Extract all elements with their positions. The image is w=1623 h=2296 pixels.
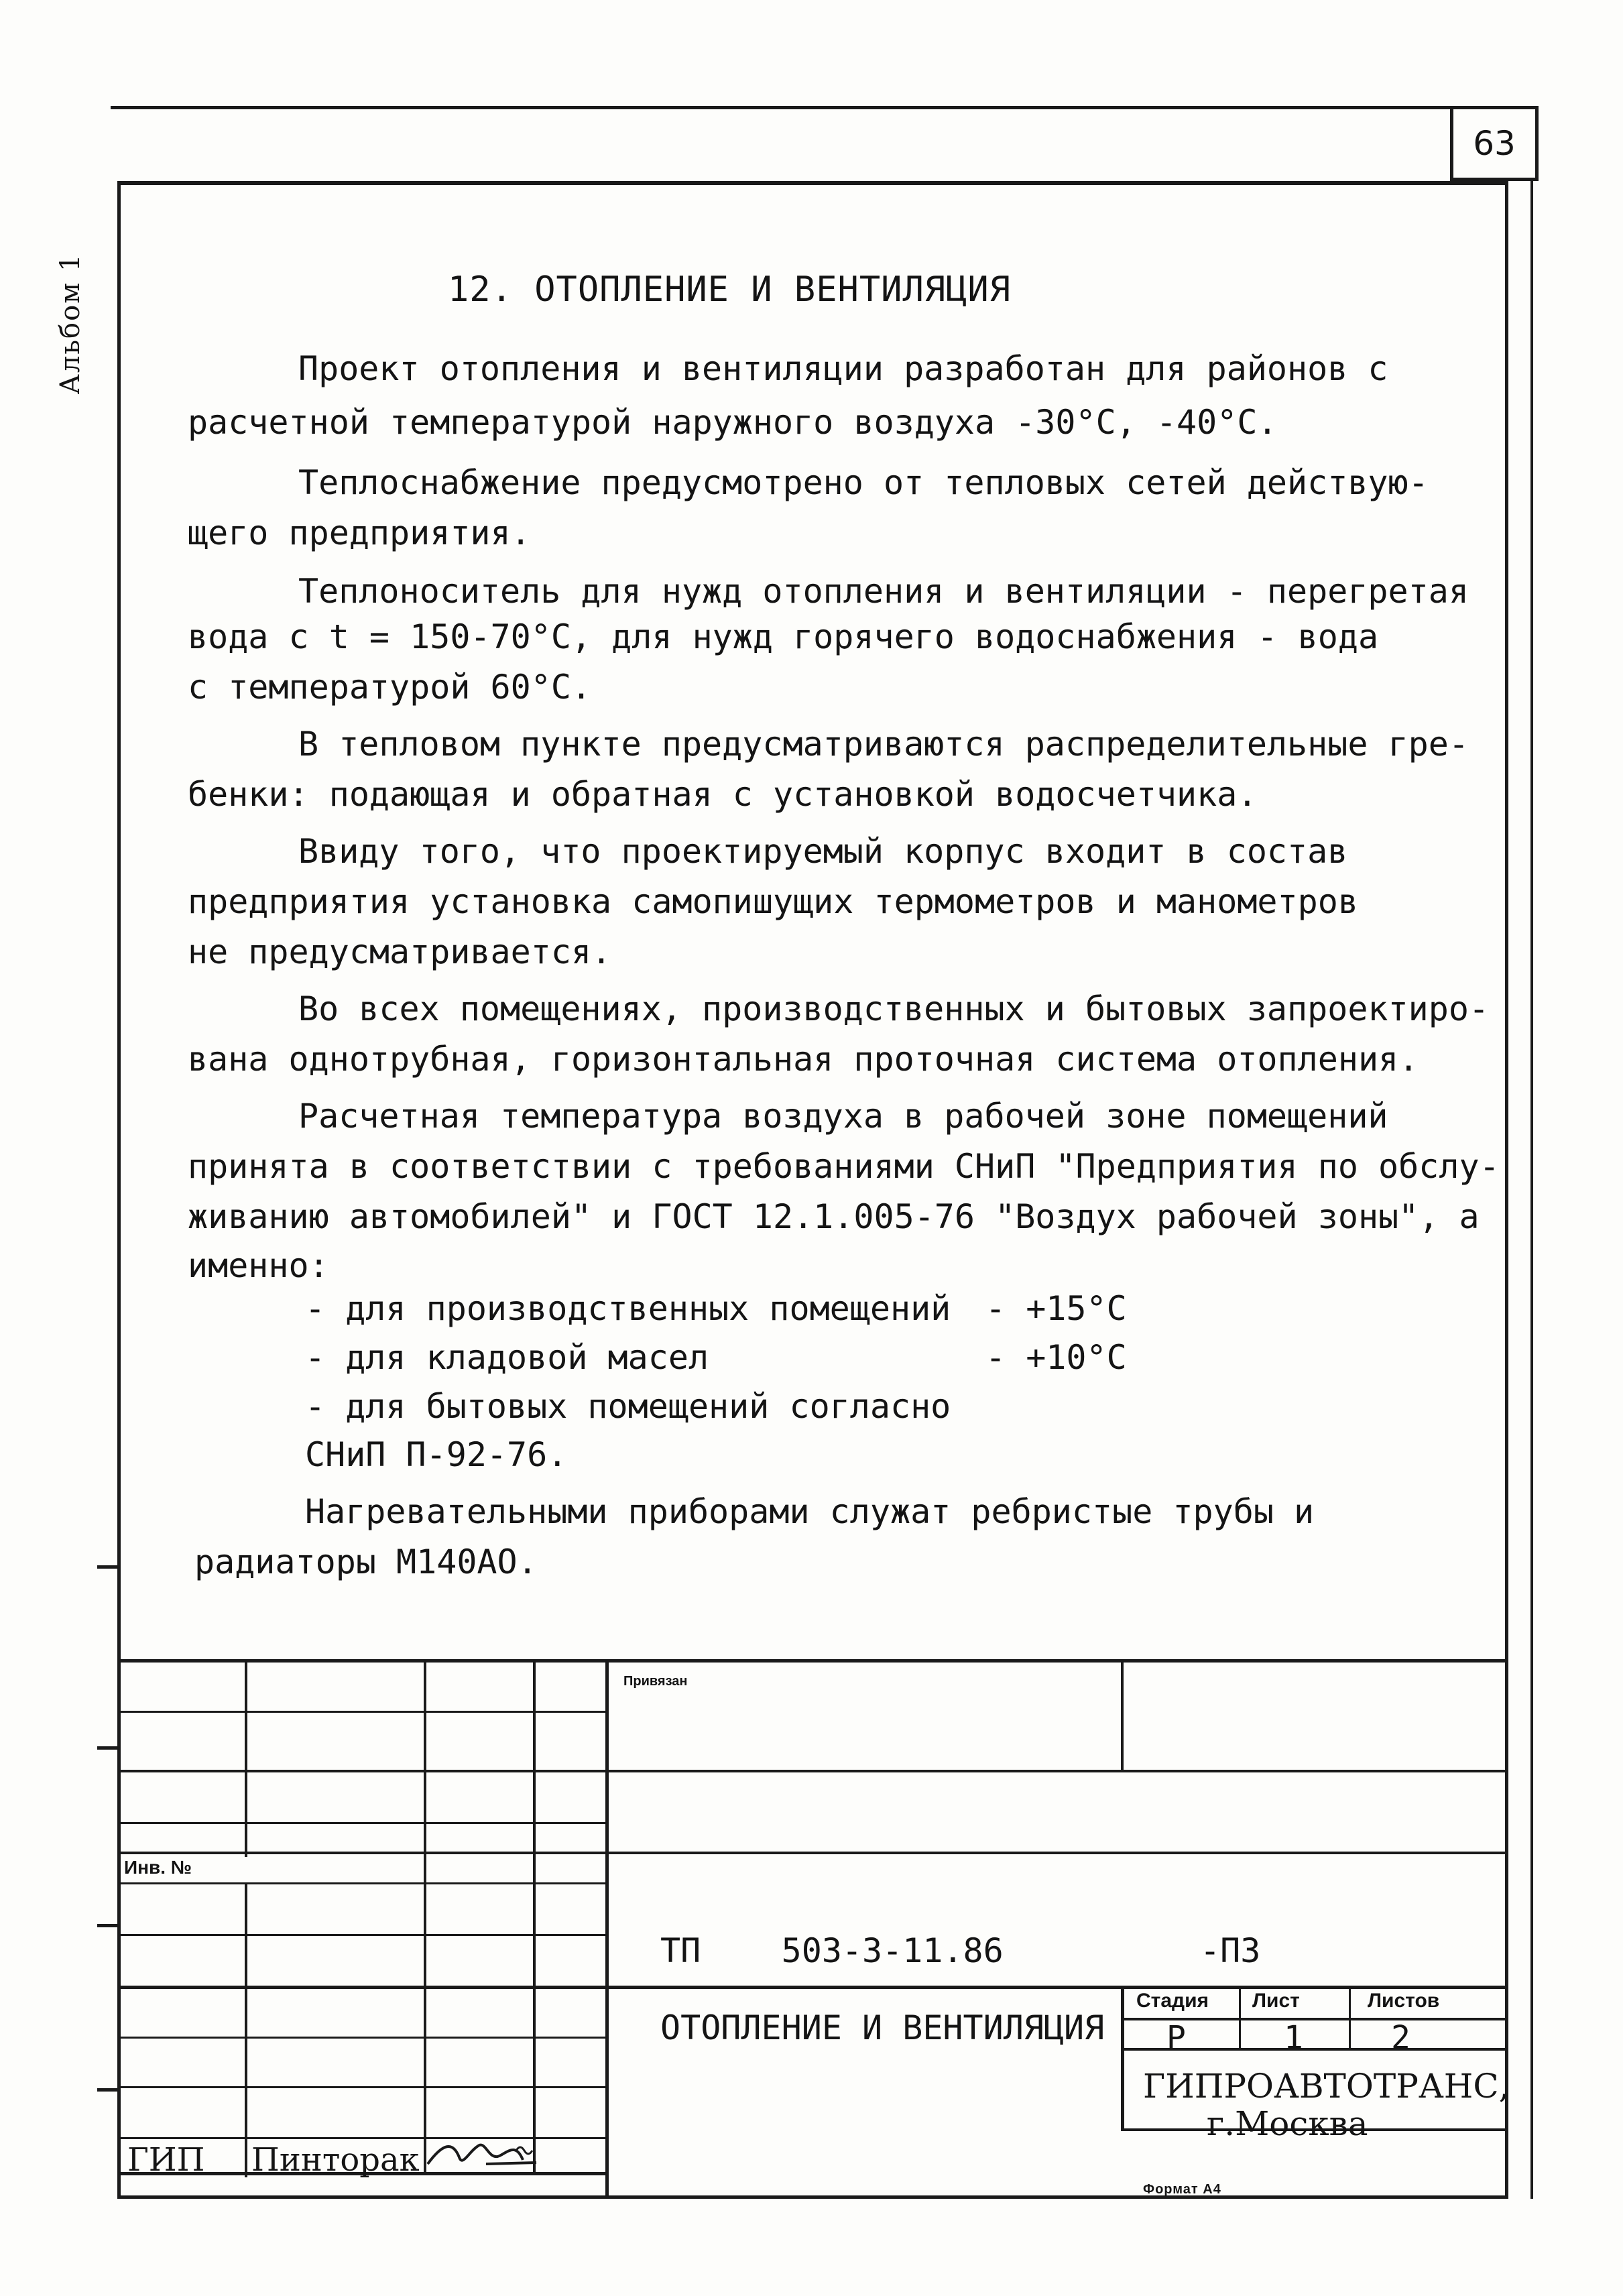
body-line: Теплоснабжение предусмотрено от тепловых сетей действую-	[298, 463, 1429, 502]
temp-list-label: - для производственных помещений	[305, 1289, 951, 1328]
stage-value: Р	[1166, 2019, 1186, 2057]
format-note: Формат А4	[1143, 2182, 1221, 2197]
stage-col-line	[1239, 1986, 1241, 2049]
temp-list-value: - +10°С	[985, 1338, 1127, 1377]
page-number: 63	[1473, 124, 1516, 163]
stage-header: Стадия	[1136, 1990, 1209, 2012]
body-line: Ввиду того, что проектируемый корпус входит в состав	[298, 832, 1348, 871]
body-line: с температурой 60°С.	[188, 668, 592, 707]
sheet-value: 1	[1284, 2019, 1303, 2057]
title-block-row-line	[117, 1882, 605, 1884]
org-name: ГИПРОАВТОТРАНС,	[1143, 2067, 1510, 2106]
body-line: В тепловом пункте предусматриваются распределительные гре-	[298, 725, 1469, 764]
temp-list-label: СНиП П-92-76.	[305, 1435, 568, 1474]
body-line: вода с t = 150-70°С, для нужд горячего водоснабжения - вода	[188, 617, 1379, 656]
body-line: вана однотрубная, горизонтальная проточная система отопления.	[188, 1040, 1419, 1079]
signature	[422, 2130, 543, 2177]
title-block-row-line	[117, 1770, 1508, 1772]
title-block-row-line	[117, 1711, 605, 1713]
title-block-row-line	[117, 1852, 1508, 1854]
inv-no-label: Инв. №	[124, 1857, 192, 1878]
temp-list-label: - для бытовых помещений согласно	[305, 1387, 951, 1426]
margin-tick	[97, 1924, 119, 1927]
section-title: 12. ОТОПЛЕНИЕ И ВЕНТИЛЯЦИЯ	[448, 269, 1011, 310]
gip-role: ГИП	[127, 2141, 205, 2179]
body-line: Теплоноситель для нужд отопления и вентиляции - перегретая	[298, 572, 1469, 611]
margin-tick	[97, 1565, 119, 1569]
body-line: Расчетная температура воздуха в рабочей зоне помещений	[298, 1097, 1388, 1136]
title-block-row-line	[117, 2086, 605, 2088]
body-line: Нагревательными приборами служат ребристые трубы и	[305, 1492, 1315, 1531]
sheet-header: Лист	[1252, 1990, 1300, 2012]
body-line: живанию автомобилей" и ГОСТ 12.1.005-76 "Воздух рабочей зоны", а	[188, 1197, 1480, 1236]
title-block-col-line	[424, 1659, 426, 2175]
body-line: расчетной температурой наружного воздуха -30°С, -40°С.	[188, 403, 1278, 442]
title-block-row-line	[117, 1934, 605, 1936]
body-line: радиаторы М140АО.	[194, 1543, 538, 1581]
top-rule	[111, 106, 1539, 109]
org-city: г.Москва	[1207, 2104, 1368, 2143]
temp-list-label: - для кладовой масел	[305, 1338, 709, 1377]
title-block-top-line	[117, 1659, 1508, 1663]
title-block-col-line	[1121, 1659, 1124, 1771]
title-block-col-line	[245, 1882, 247, 2177]
right-margin-line	[1530, 181, 1533, 2199]
title-block-col-line	[245, 1659, 247, 1857]
body-line: бенки: подающая и обратная с установкой водосчетчика.	[188, 775, 1258, 814]
body-line: предприятия установка самопишущих термометров и манометров	[188, 882, 1358, 921]
title-block-row-line	[117, 1822, 605, 1824]
doc-suffix: -ПЗ	[1200, 1931, 1261, 1970]
title-block-row-line	[117, 1986, 1508, 1989]
body-line: Во всех помещениях, производственных и бытовых запроектиро-	[298, 989, 1490, 1028]
title-block-col-line	[605, 1659, 609, 2199]
privyazan-label: Привязан	[623, 1674, 688, 1689]
title-block-row-line	[117, 2037, 605, 2039]
temp-list-value: - +15°С	[985, 1289, 1127, 1328]
sheets-header: Листов	[1368, 1990, 1440, 2012]
margin-tick	[97, 2088, 119, 2092]
title-block-col-line	[1121, 1986, 1124, 2131]
body-line: щего предприятия.	[188, 513, 531, 552]
stage-col-line	[1349, 1986, 1351, 2049]
gip-name: Пинторак	[251, 2141, 420, 2179]
body-line: принята в соответствии с требованиями СНиП "Предприятия по обслу-	[188, 1147, 1500, 1186]
sheets-value: 2	[1391, 2019, 1410, 2057]
body-line: не предусматривается.	[188, 932, 612, 971]
title-block-col-line	[533, 1659, 536, 2175]
doc-title: ОТОПЛЕНИЕ И ВЕНТИЛЯЦИЯ	[660, 2008, 1105, 2047]
doc-code: ТП 503-3-11.86	[660, 1931, 1004, 1970]
margin-tick	[97, 1746, 119, 1750]
body-line: именно:	[188, 1246, 329, 1285]
album-side-note: Альбом 1	[55, 253, 86, 395]
body-line: Проект отопления и вентиляции разработан для районов с	[298, 349, 1388, 388]
